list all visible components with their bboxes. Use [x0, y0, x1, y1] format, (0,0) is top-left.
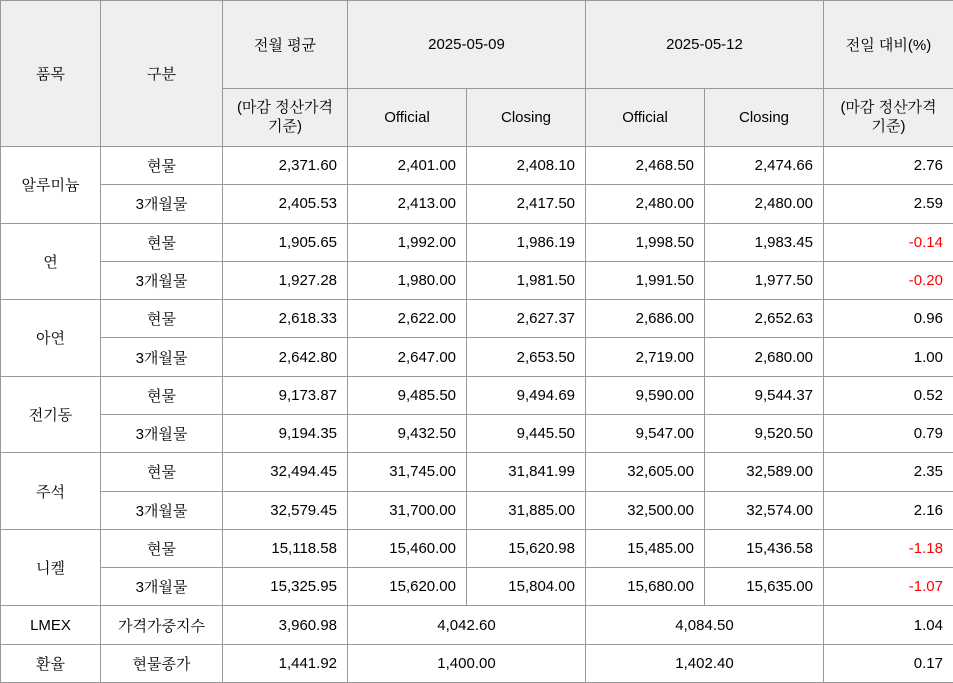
value-d1-closing: 15,804.00 — [467, 568, 586, 606]
value-d2-official: 32,605.00 — [586, 453, 705, 491]
value-d1-closing: 31,841.99 — [467, 453, 586, 491]
type-label: 3개월물 — [101, 338, 223, 376]
type-label: 가격가중지수 — [101, 606, 223, 644]
header-prev-month-avg-sub: (마감 정산가격 기준) — [223, 89, 348, 147]
value-d2-official: 2,686.00 — [586, 300, 705, 338]
value-d2-closing: 15,635.00 — [705, 568, 824, 606]
type-label: 3개월물 — [101, 568, 223, 606]
value-prev-avg: 32,494.45 — [223, 453, 348, 491]
item-label: 아연 — [1, 300, 101, 377]
value-change: -1.18 — [824, 529, 953, 567]
value-prev-avg: 2,642.80 — [223, 338, 348, 376]
header-prev-month-avg: 전월 평균 — [223, 1, 348, 89]
table-header — [1, 1, 953, 147]
value-d1-closing: 2,408.10 — [467, 147, 586, 185]
value-d2-official: 2,719.00 — [586, 338, 705, 376]
value-d1-official: 9,485.50 — [348, 376, 467, 414]
value-d1-closing: 9,445.50 — [467, 414, 586, 452]
value-d2-official: 2,468.50 — [586, 147, 705, 185]
value-d1-official: 15,460.00 — [348, 529, 467, 567]
header-d1-closing: Closing — [467, 89, 586, 147]
value-d2-official: 15,680.00 — [586, 568, 705, 606]
type-label: 현물 — [101, 300, 223, 338]
header-change-sub: (마감 정산가격 기준) — [824, 89, 953, 147]
item-label: 니켈 — [1, 529, 101, 606]
value-d1-closing: 31,885.00 — [467, 491, 586, 529]
value-change: 0.52 — [824, 376, 953, 414]
value-d2-official: 9,590.00 — [586, 376, 705, 414]
value-change: 2.76 — [824, 147, 953, 185]
value-d2-official: 2,480.00 — [586, 185, 705, 223]
value-d1-official: 2,413.00 — [348, 185, 467, 223]
table-row — [1, 223, 953, 261]
value-prev-avg: 9,194.35 — [223, 414, 348, 452]
value-d1-closing: 2,627.37 — [467, 300, 586, 338]
item-label: 알루미늄 — [1, 147, 101, 224]
value-d1: 1,400.00 — [348, 644, 586, 682]
value-d2-official: 1,991.50 — [586, 261, 705, 299]
value-d1: 4,042.60 — [348, 606, 586, 644]
type-label: 현물 — [101, 223, 223, 261]
header-change: 전일 대비(%) — [824, 1, 953, 89]
type-label: 현물 — [101, 376, 223, 414]
value-d2-closing: 15,436.58 — [705, 529, 824, 567]
table-row — [1, 568, 953, 606]
table-row — [1, 376, 953, 414]
value-d2-official: 32,500.00 — [586, 491, 705, 529]
type-label: 현물 — [101, 147, 223, 185]
value-change: -0.14 — [824, 223, 953, 261]
table-row — [1, 185, 953, 223]
table-row — [1, 529, 953, 567]
value-d1-official: 15,620.00 — [348, 568, 467, 606]
value-change: 1.04 — [824, 606, 953, 644]
table-row — [1, 261, 953, 299]
value-d1-closing: 15,620.98 — [467, 529, 586, 567]
table-row — [1, 644, 953, 682]
value-d1-closing: 2,653.50 — [467, 338, 586, 376]
item-label: LMEX — [1, 606, 101, 644]
value-d1-official: 1,992.00 — [348, 223, 467, 261]
value-d1-official: 31,700.00 — [348, 491, 467, 529]
header-date-1: 2025-05-09 — [348, 1, 586, 89]
table-body — [1, 147, 953, 683]
value-d1-official: 9,432.50 — [348, 414, 467, 452]
value-d2-closing: 2,652.63 — [705, 300, 824, 338]
value-prev-avg: 2,405.53 — [223, 185, 348, 223]
type-label: 3개월물 — [101, 414, 223, 452]
type-label: 3개월물 — [101, 491, 223, 529]
type-label: 현물 — [101, 529, 223, 567]
header-row-top — [1, 1, 953, 89]
value-d1-closing: 9,494.69 — [467, 376, 586, 414]
value-change: -0.20 — [824, 261, 953, 299]
value-d1-closing: 1,986.19 — [467, 223, 586, 261]
value-d2-closing: 32,589.00 — [705, 453, 824, 491]
type-label: 현물종가 — [101, 644, 223, 682]
type-label: 현물 — [101, 453, 223, 491]
value-d2-official: 9,547.00 — [586, 414, 705, 452]
value-d1-official: 31,745.00 — [348, 453, 467, 491]
table-row — [1, 300, 953, 338]
value-d1-closing: 1,981.50 — [467, 261, 586, 299]
table-row — [1, 491, 953, 529]
value-change: 0.96 — [824, 300, 953, 338]
value-d2-closing: 32,574.00 — [705, 491, 824, 529]
value-d2-closing: 2,480.00 — [705, 185, 824, 223]
header-d1-official: Official — [348, 89, 467, 147]
table-row — [1, 338, 953, 376]
type-label: 3개월물 — [101, 185, 223, 223]
value-prev-avg: 1,927.28 — [223, 261, 348, 299]
value-d2-official: 1,998.50 — [586, 223, 705, 261]
table-row — [1, 453, 953, 491]
value-d2: 4,084.50 — [586, 606, 824, 644]
value-d2: 1,402.40 — [586, 644, 824, 682]
value-prev-avg: 3,960.98 — [223, 606, 348, 644]
value-d2-closing: 9,520.50 — [705, 414, 824, 452]
value-d2-official: 15,485.00 — [586, 529, 705, 567]
value-change: -1.07 — [824, 568, 953, 606]
header-type: 구분 — [101, 1, 223, 147]
value-change: 2.59 — [824, 185, 953, 223]
item-label: 환율 — [1, 644, 101, 682]
value-d1-closing: 2,417.50 — [467, 185, 586, 223]
type-label: 3개월물 — [101, 261, 223, 299]
value-change: 0.79 — [824, 414, 953, 452]
header-item: 품목 — [1, 1, 101, 147]
table-row — [1, 606, 953, 644]
value-d2-closing: 9,544.37 — [705, 376, 824, 414]
header-d2-closing: Closing — [705, 89, 824, 147]
value-prev-avg: 9,173.87 — [223, 376, 348, 414]
value-d1-official: 1,980.00 — [348, 261, 467, 299]
value-d1-official: 2,622.00 — [348, 300, 467, 338]
value-change: 1.00 — [824, 338, 953, 376]
item-label: 주석 — [1, 453, 101, 530]
value-change: 2.35 — [824, 453, 953, 491]
value-prev-avg: 15,325.95 — [223, 568, 348, 606]
table-row — [1, 147, 953, 185]
value-d1-official: 2,401.00 — [348, 147, 467, 185]
value-change: 0.17 — [824, 644, 953, 682]
value-prev-avg: 1,905.65 — [223, 223, 348, 261]
header-d2-official: Official — [586, 89, 705, 147]
item-label: 전기동 — [1, 376, 101, 453]
value-change: 2.16 — [824, 491, 953, 529]
value-prev-avg: 2,618.33 — [223, 300, 348, 338]
value-prev-avg: 15,118.58 — [223, 529, 348, 567]
value-d2-closing: 1,983.45 — [705, 223, 824, 261]
table-row — [1, 414, 953, 452]
value-prev-avg: 1,441.92 — [223, 644, 348, 682]
value-prev-avg: 32,579.45 — [223, 491, 348, 529]
value-d2-closing: 1,977.50 — [705, 261, 824, 299]
header-date-2: 2025-05-12 — [586, 1, 824, 89]
value-d1-official: 2,647.00 — [348, 338, 467, 376]
value-prev-avg: 2,371.60 — [223, 147, 348, 185]
item-label: 연 — [1, 223, 101, 300]
value-d2-closing: 2,680.00 — [705, 338, 824, 376]
value-d2-closing: 2,474.66 — [705, 147, 824, 185]
